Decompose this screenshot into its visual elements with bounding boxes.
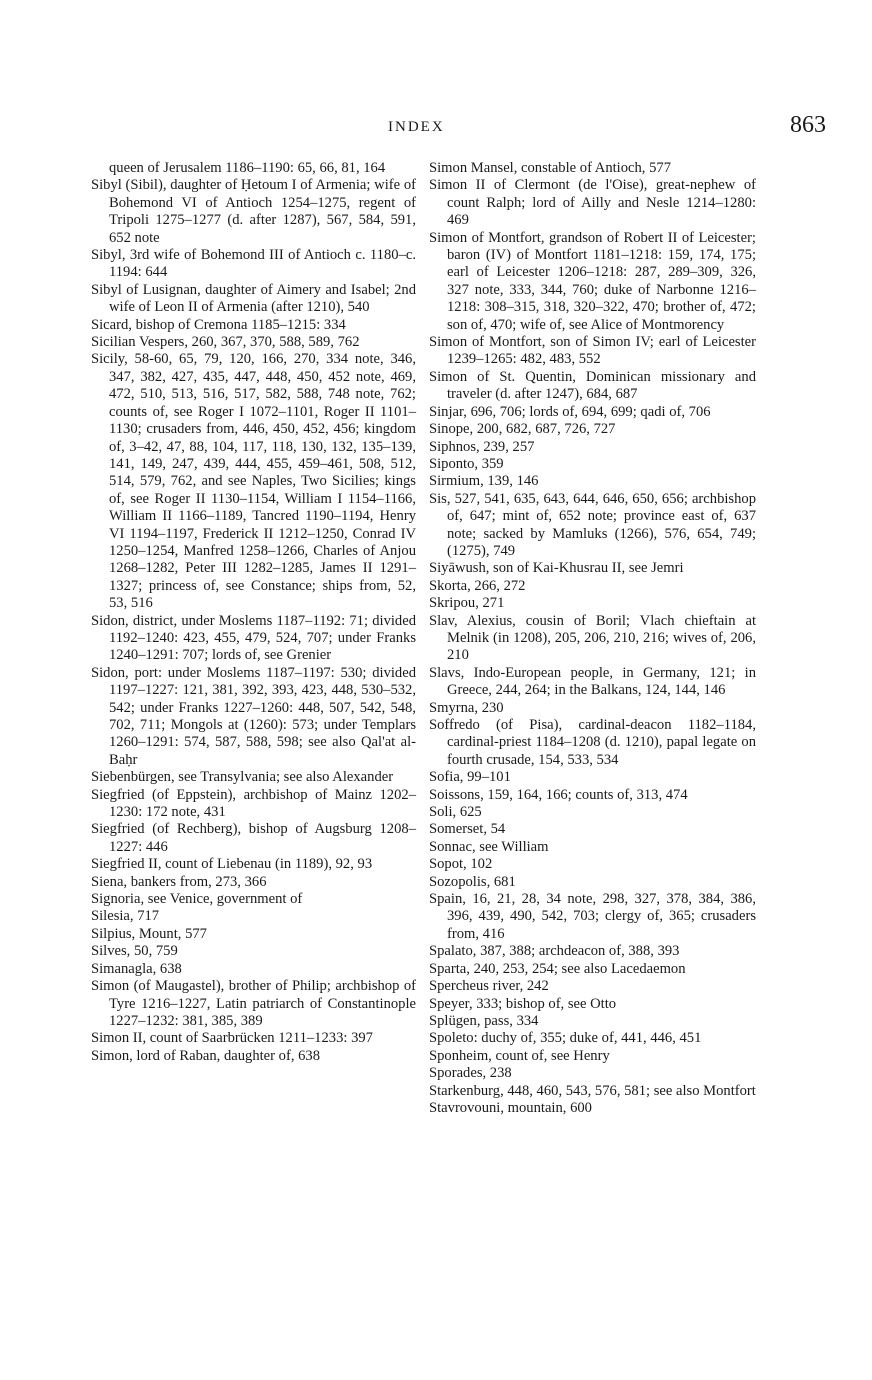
index-entry: Simon (of Maugastel), brother of Philip; archbishop of Tyre 1216–1227, Latin patriarch of Constantinople 1227–1232: 381, 385, 389: [91, 978, 416, 1029]
index-entry: Sopot, 102: [429, 856, 493, 873]
index-column-left: [91, 160, 416, 1065]
index-entry: Sicilian Vespers, 260, 367, 370, 588, 589, 762: [91, 334, 360, 351]
index-entry: Sparta, 240, 253, 254; see also Lacedaemon: [429, 960, 686, 977]
page-number: 863: [790, 112, 826, 138]
index-entry: Spalato, 387, 388; archdeacon of, 388, 393: [429, 943, 680, 960]
index-entry: Slavs, Indo-European people, in Germany, 121; in Greece, 244, 264; in the Balkans, 124, 144, 146: [429, 664, 756, 699]
index-entry: Sonnac, see William: [429, 838, 549, 855]
index-entry: Simon, lord of Raban, daughter of, 638: [91, 1047, 321, 1064]
index-column-right: [429, 160, 756, 1117]
index-entry: Sozopolis, 681: [429, 873, 516, 890]
index-entry: Sirmium, 139, 146: [429, 473, 539, 490]
index-entry: Simon of St. Quentin, Dominican missionary and traveler (d. after 1247), 684, 687: [429, 368, 756, 403]
index-entry: Sidon, district, under Moslems 1187–1192: 71; divided 1192–1240: 423, 455, 479, 524, 707; under Franks 1240–1291: 707; lords of, see Grenier: [91, 612, 416, 664]
index-entry: Simon II of Clermont (de l'Oise), great-nephew of count Ralph; lord of Ailly and Nesle 1214–1280: 469: [429, 177, 756, 229]
index-entry: Spercheus river, 242: [429, 978, 549, 995]
index-entry: Skorta, 266, 272: [429, 577, 526, 594]
index-entry: Simon II, count of Saarbrücken 1211–1233: 397: [91, 1030, 373, 1047]
index-entry: queen of Jerusalem 1186–1190: 65, 66, 81, 164: [109, 160, 386, 176]
index-entry: Siphnos, 239, 257: [429, 438, 535, 455]
index-entry: Silves, 50, 759: [91, 943, 178, 960]
index-entry: Soli, 625: [429, 804, 482, 821]
index-entry: Sinjar, 696, 706; lords of, 694, 699; qadi of, 706: [429, 403, 711, 420]
index-entry: Simon of Montfort, son of Simon IV; earl of Leicester 1239–1265: 482, 483, 552: [429, 334, 756, 368]
index-entry: Smyrna, 230: [429, 699, 504, 716]
index-entry: Sofia, 99–101: [429, 769, 511, 786]
index-entry: Sis, 527, 541, 635, 643, 644, 646, 650, 656; archbishop of, 647; mint of, 652 note; province east of, 637 note; sacked by Mamluks (1266), 576, 654, 749; (1275), 749: [429, 490, 756, 559]
index-entry: Sibyl, 3rd wife of Bohemond III of Antioch c. 1180–c. 1194: 644: [91, 247, 416, 281]
index-entry: Silesia, 717: [91, 908, 160, 925]
index-entry: Stavrovouni, mountain, 600: [429, 1099, 592, 1116]
index-entry: Soissons, 159, 164, 166; counts of, 313, 474: [429, 786, 688, 803]
index-entry: Slav, Alexius, cousin of Boril; Vlach chieftain at Melnik (in 1208), 205, 206, 210, 216; wives of, 206, 210: [429, 612, 756, 664]
index-entry: Sibyl (Sibil), daughter of Ḥetoum I of Armenia; wife of Bohemond VI of Antioch 1254–1275, regent of Tripoli 1275–1277 (d. after 1287), 567, 584, 591, 652 note: [91, 177, 416, 246]
index-entry: Simon of Montfort, grandson of Robert II of Leicester; baron (IV) of Montfort 1181–1218: 159, 174, 175; earl of Leicester 1206–1218: 287, 289–309, 326, 327 note, 333, 344, 760; duke of Narbonne 1216–1218: 308–315, 318, 320–322, 470; brother of, 472; son of, 470; wife of, see Alice of Montmorency: [429, 229, 756, 333]
index-entry: Simanagla, 638: [91, 960, 182, 977]
index-entry: Siena, bankers from, 273, 366: [91, 873, 267, 890]
index-entry: Siegfried (of Eppstein), archbishop of Mainz 1202–1230: 172 note, 431: [91, 786, 416, 821]
index-entry: Signoria, see Venice, government of: [91, 891, 303, 908]
index-entry: Skripou, 271: [429, 595, 505, 612]
index-entry: Simon Mansel, constable of Antioch, 577: [429, 160, 671, 176]
index-entry: Sibyl of Lusignan, daughter of Aimery and Isabel; 2nd wife of Leon II of Armenia (after 1210), 540: [91, 281, 416, 316]
index-entry: Siyāwush, son of Kai-Khusrau II, see Jemri: [429, 560, 684, 577]
index-entry: Soffredo (of Pisa), cardinal-deacon 1182–1184, cardinal-priest 1184–1208 (d. 1210), papal legate on fourth crusade, 154, 533, 534: [429, 717, 756, 768]
index-entry: Somerset, 54: [429, 821, 506, 838]
index-entry: Sponheim, count of, see Henry: [429, 1047, 610, 1064]
index-entry: Sidon, port: under Moslems 1187–1197: 530; divided 1197–1227: 121, 381, 392, 393, 423, 448, 530–532, 542; under Franks 1227–1260: 448, 507, 542, 548, 702, 711; Mongols at (1260): 573; under Templars 1260–1291: 574, 587, 588, 598; see also Qal'at al-Baḥr: [91, 664, 416, 768]
index-entry: Spoleto: duchy of, 355; duke of, 441, 446, 451: [429, 1030, 702, 1047]
index-entry: Sicily, 58-60, 65, 79, 120, 166, 270, 334 note, 346, 347, 382, 427, 435, 447, 448, 450, 452 note, 469, 472, 510, 513, 516, 517, 582, 588, 748 note, 762; counts of, see Roger I 1072–1101, Roger II 1101–1130; crusaders from, 446, 450, 452, 456; kingdom of, 3–42, 47, 88, 104, 117, 118, 130, 132, 135–139, 141, 149, 247, 439, 444, 455, 459–461, 508, 512, 514, 579, 762, and see Naples, Two Sicilies; kings of, see Roger II 1130–1154, William I 1154–1166, William II 1166–1189, Tancred 1190–1194, Henry VI 1194–1197, Frederick II 1212–1250, Conrad IV 1250–1254, Manfred 1258–1266, Charles of Anjou 1268–1282, Peter III 1282–1285, James II 1291–1327; princess of, see Constance; ships from, 52, 53, 516: [91, 351, 416, 612]
index-entry: Silpius, Mount, 577: [91, 925, 207, 942]
index-entry: Siponto, 359: [429, 455, 504, 472]
index-entry: Siebenbürgen, see Transylvania; see also Alexander: [91, 769, 394, 786]
index-entry: Sicard, bishop of Cremona 1185–1215: 334: [91, 316, 346, 333]
index-entry: Siegfried (of Rechberg), bishop of Augsburg 1208–1227: 446: [91, 821, 416, 855]
index-entry: Sinope, 200, 682, 687, 726, 727: [429, 421, 616, 438]
index-entry: Splügen, pass, 334: [429, 1012, 539, 1029]
index-entry: Siegfried II, count of Liebenau (in 1189), 92, 93: [91, 856, 373, 873]
index-entry: Speyer, 333; bishop of, see Otto: [429, 995, 617, 1012]
index-entry: Sporades, 238: [429, 1065, 512, 1082]
running-header: INDEX: [388, 119, 445, 135]
index-entry: Spain, 16, 21, 28, 34 note, 298, 327, 378, 384, 386, 396, 439, 490, 542, 703; clergy of, 365; crusaders from, 416: [429, 891, 756, 942]
index-entry: Starkenburg, 448, 460, 543, 576, 581; see also Montfort: [429, 1082, 756, 1099]
